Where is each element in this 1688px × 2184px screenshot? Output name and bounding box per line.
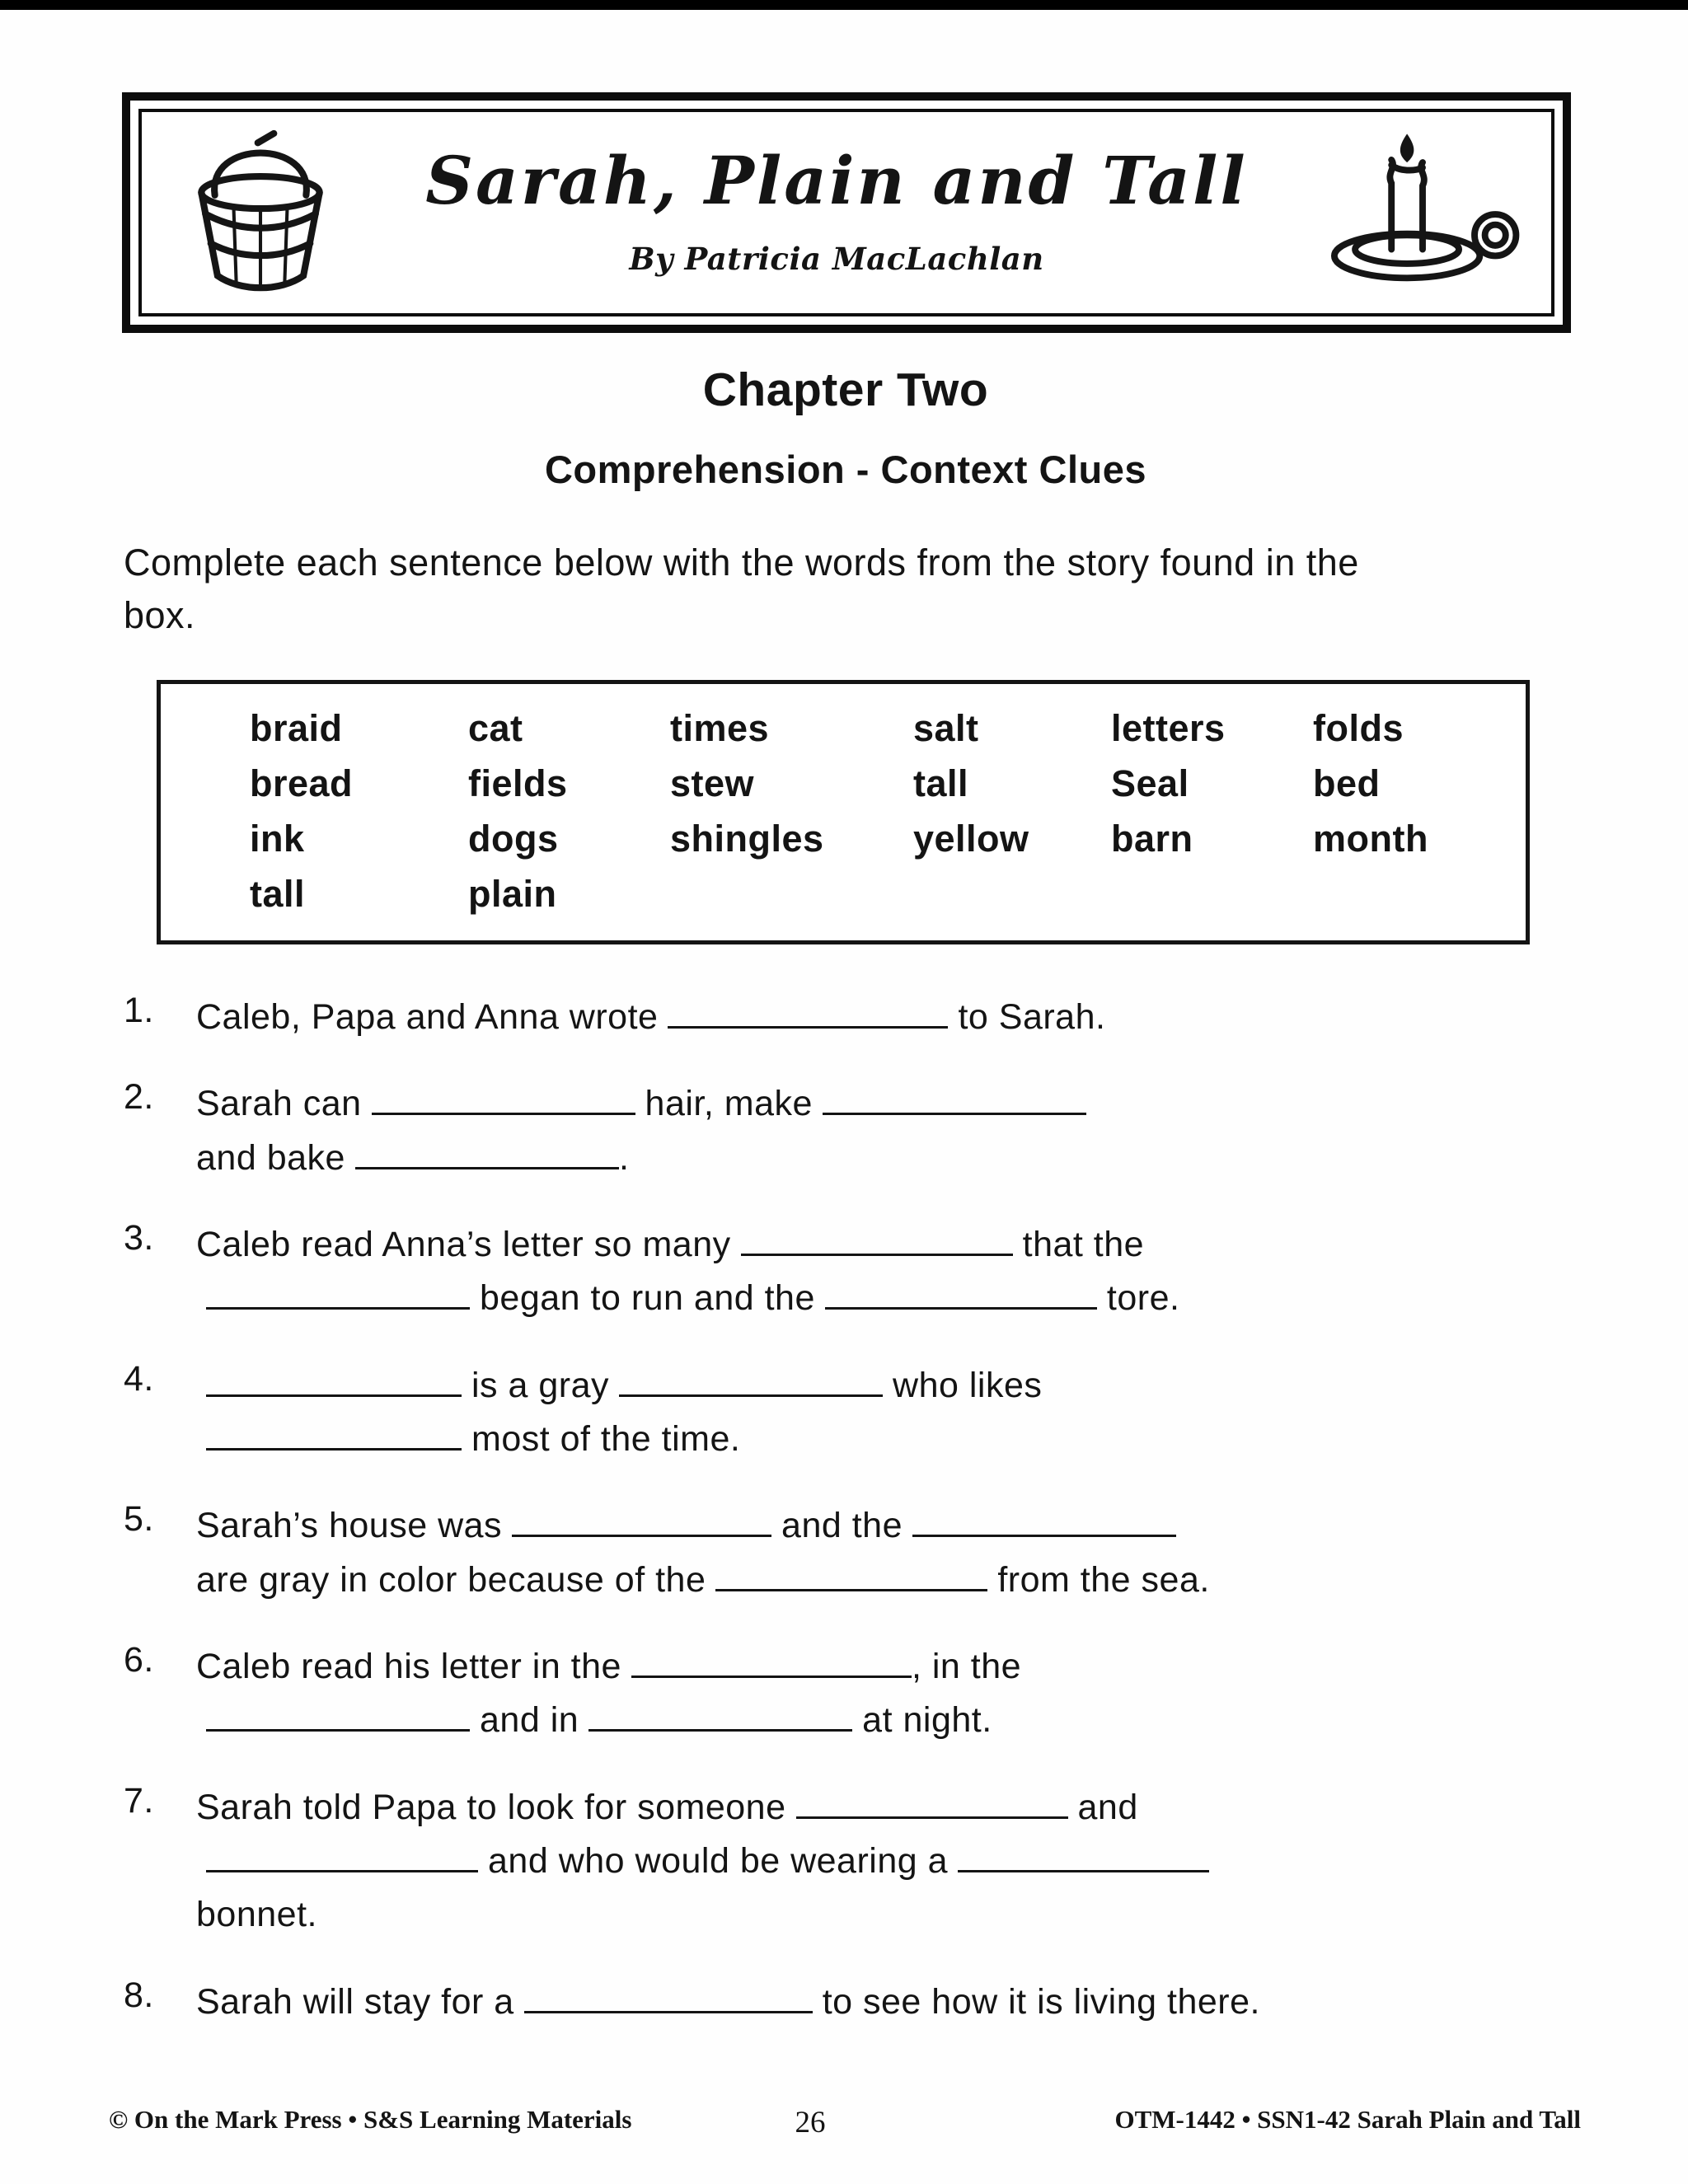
question-text: to see how it is living there. [822, 1981, 1260, 2022]
word-box-word: Seal [1111, 762, 1189, 804]
question-line [196, 1359, 1568, 1413]
question-number: 4. [124, 1358, 154, 1399]
title-banner-inner [138, 109, 1554, 316]
footer-publisher: © On the Mark Press • S&S Learning Materials [109, 2105, 632, 2134]
word-box-word: plain [468, 872, 557, 915]
question [124, 1640, 1568, 1748]
word-box-word: bed [1313, 762, 1381, 804]
word-box-word: braid [250, 706, 343, 749]
question-line [196, 1640, 1568, 1694]
question-text: Sarah can [196, 1084, 362, 1124]
question-text: from the sea. [997, 1559, 1210, 1600]
question-text: tore. [1106, 1278, 1180, 1319]
question-text: and the [781, 1506, 903, 1546]
questions [124, 991, 1568, 2029]
question-body [196, 1218, 1568, 1326]
question-line [196, 1272, 1568, 1325]
answer-blank [631, 1652, 912, 1678]
question-body [196, 1499, 1568, 1607]
word-box [157, 680, 1530, 944]
question-text: bonnet. [196, 1895, 317, 1935]
question-text: are gray in color because of the [196, 1559, 706, 1600]
question-text: Sarah’s house was [196, 1506, 503, 1546]
question [124, 1975, 1568, 2029]
question-text: Sarah will stay for a [196, 1981, 514, 2022]
answer-blank [206, 1424, 462, 1451]
answer-blank [512, 1511, 771, 1537]
word-box-word [913, 873, 1111, 916]
answer-blank [958, 1846, 1209, 1872]
question-body [196, 991, 1568, 1044]
question-text: hair, make [645, 1084, 813, 1124]
book-author: By Patricia MacLachlan [629, 241, 1044, 277]
word-box-word: fields [468, 762, 568, 804]
answer-blank [206, 1705, 470, 1732]
word-box-word: shingles [670, 817, 824, 860]
answer-blank [619, 1371, 883, 1397]
worksheet-content [124, 363, 1568, 2062]
question-text: Caleb read Anna’s letter so many [196, 1224, 731, 1264]
word-box-word: folds [1313, 706, 1404, 749]
question [124, 1359, 1568, 1467]
candle-icon [1319, 129, 1526, 298]
question-body [196, 1781, 1568, 1943]
word-box-word: salt [913, 706, 979, 749]
word-box-word [670, 873, 913, 916]
question-line [196, 1132, 1568, 1185]
question-text: Caleb read his letter in the [196, 1647, 621, 1687]
question-number: 2. [124, 1077, 154, 1118]
question-text: most of the time. [471, 1418, 741, 1459]
question-line [196, 1218, 1568, 1272]
chapter-heading: Chapter Two [702, 363, 989, 416]
word-box-word: dogs [468, 817, 559, 860]
word-box-word: yellow [913, 817, 1029, 860]
word-box-word: cat [468, 706, 523, 749]
question-number: 3. [124, 1217, 154, 1258]
question-body [196, 1640, 1568, 1748]
instructions [124, 537, 1568, 642]
answer-blank [715, 1565, 987, 1591]
question-number: 7. [124, 1780, 154, 1821]
question-body [196, 1975, 1568, 2029]
page-footer [0, 2105, 1688, 2139]
question [124, 1077, 1568, 1185]
word-box-word: stew [670, 762, 755, 804]
question-text: to Sarah. [958, 996, 1106, 1037]
question-text: who likes [893, 1365, 1043, 1405]
answer-blank [823, 1089, 1086, 1115]
question-text: Sarah told Papa to look for someone [196, 1787, 786, 1827]
question-text: . [618, 1137, 630, 1178]
question-line [196, 991, 1568, 1044]
question-line [196, 1781, 1568, 1835]
answer-blank [741, 1230, 1013, 1256]
question-line [196, 1554, 1568, 1607]
question-text: and bake [196, 1137, 345, 1178]
instructions-line-1: Complete each sentence below with the words from the story found in the [124, 541, 1359, 583]
question-number: 1. [124, 990, 154, 1030]
question-number: 8. [124, 1975, 154, 2015]
bucket-icon [166, 125, 354, 300]
section-heading: Comprehension - Context Clues [544, 448, 1146, 491]
word-box-word: bread [250, 762, 354, 804]
answer-blank [524, 1987, 813, 2013]
question-text: and in [480, 1700, 579, 1741]
word-box-word: month [1313, 817, 1428, 860]
question-line [196, 1413, 1568, 1466]
instructions-line-2: box. [124, 593, 196, 636]
question-line [196, 1694, 1568, 1747]
answer-blank [825, 1283, 1097, 1310]
word-box-word: tall [913, 762, 969, 804]
question-text: that the [1022, 1224, 1145, 1264]
answer-blank [588, 1705, 852, 1732]
answer-blank [668, 1002, 948, 1029]
question-text: Caleb, Papa and Anna wrote [196, 996, 659, 1037]
question-number: 6. [124, 1640, 154, 1680]
word-box-word [1313, 873, 1509, 916]
answer-blank [372, 1089, 635, 1115]
question-body [196, 1359, 1568, 1467]
question-line [196, 1888, 1568, 1942]
answer-blank [206, 1371, 462, 1397]
title-banner [122, 92, 1571, 333]
question-number: 5. [124, 1499, 154, 1540]
answer-blank [355, 1143, 619, 1169]
question-line [196, 1835, 1568, 1888]
page-number: 26 [795, 2106, 826, 2139]
answer-blank [912, 1511, 1176, 1537]
question-text: , in the [911, 1647, 1022, 1687]
word-box-word: letters [1111, 706, 1226, 749]
word-box-word: tall [250, 872, 306, 915]
answer-blank [206, 1846, 478, 1872]
book-title: Sarah, Plain and Tall [425, 142, 1248, 219]
word-box-word: ink [250, 817, 305, 860]
question-text: began to run and the [480, 1278, 815, 1319]
question-text: at night. [862, 1700, 992, 1741]
question-text: and who would be wearing a [488, 1841, 949, 1882]
scan-edge-top [0, 0, 1688, 10]
question-line [196, 1077, 1568, 1131]
footer-code: OTM-1442 • SSN1-42 Sarah Plain and Tall [1114, 2105, 1581, 2134]
question [124, 1499, 1568, 1607]
question [124, 1218, 1568, 1326]
answer-blank [206, 1283, 470, 1310]
question-body [196, 1077, 1568, 1185]
word-box-word: times [670, 706, 770, 749]
answer-blank [796, 1793, 1068, 1819]
word-box-word: barn [1111, 817, 1193, 860]
word-box-word [1111, 873, 1313, 916]
question [124, 1781, 1568, 1943]
question-line [196, 1975, 1568, 2029]
title-block [366, 142, 1307, 284]
question-text: is a gray [471, 1365, 610, 1405]
question [124, 991, 1568, 1044]
question-text: and [1077, 1787, 1138, 1827]
question-line [196, 1499, 1568, 1553]
